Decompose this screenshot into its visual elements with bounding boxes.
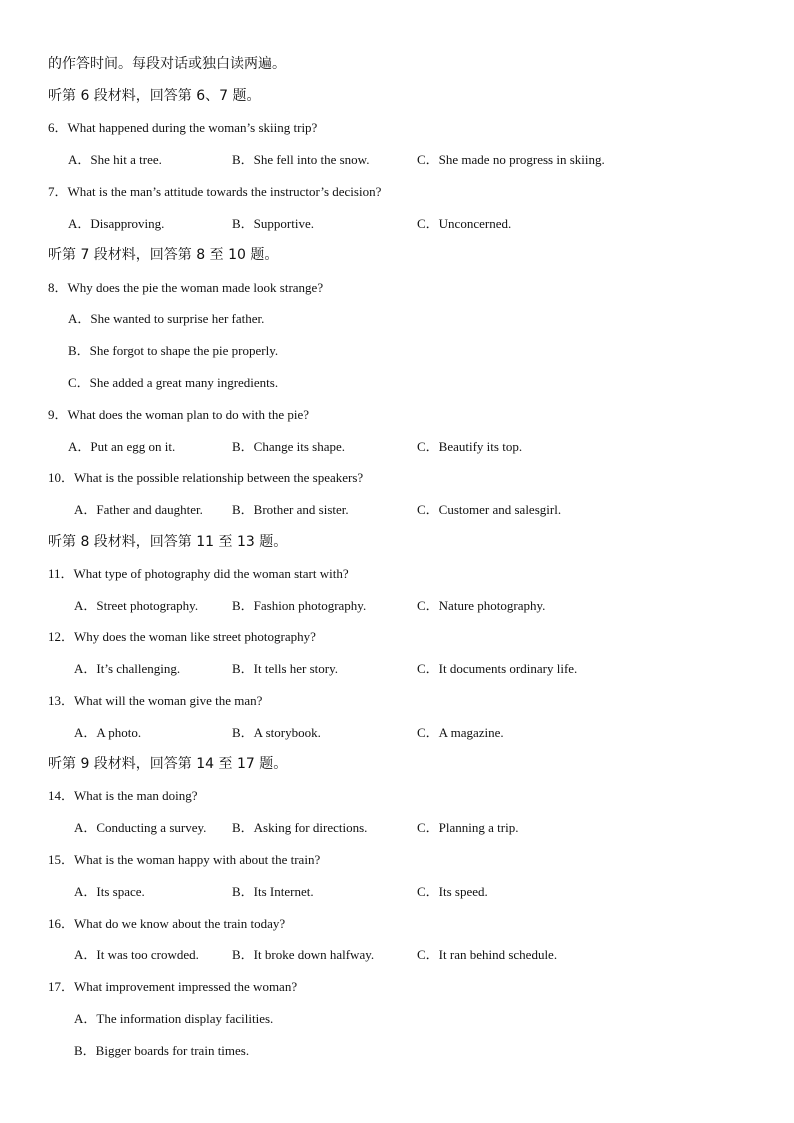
question-12: 12．Why does the woman like street photography? <box>48 629 316 644</box>
section-heading: 听第 7 段材料，回答第 8 至 10 题。 <box>48 247 279 263</box>
section-heading: 听第 8 段材料，回答第 11 至 13 题。 <box>48 534 288 550</box>
question-15-option-c: C．Its speed. <box>417 884 488 899</box>
question-6-option-c: C．She made no progress in skiing. <box>417 152 605 167</box>
question-7-option-b: B．Supportive. <box>232 216 314 231</box>
question-17-option-b: B．Bigger boards for train times. <box>74 1043 250 1058</box>
question-10-option-b: B．Brother and sister. <box>232 502 349 517</box>
question-14-option-b: B．Asking for directions. <box>232 820 368 835</box>
question-14-option-a: A．Conducting a survey. <box>74 820 207 835</box>
question-15-option-b: B．Its Internet. <box>232 884 314 899</box>
question-13-option-c: C．A magazine. <box>417 725 504 740</box>
question-15: 15．What is the woman happy with about the train? <box>48 852 321 867</box>
question-17: 17．What improvement impressed the woman? <box>48 979 298 994</box>
question-7: 7．What is the man’s attitude towards the instructor’s decision? <box>48 184 382 199</box>
question-12-option-b: B．It tells her story. <box>232 661 339 676</box>
question-8: 8．Why does the pie the woman made look strange? <box>48 280 324 295</box>
question-10-option-a: A．Father and daughter. <box>74 502 203 517</box>
question-11: 11．What type of photography did the woman start with? <box>48 566 349 581</box>
question-13: 13．What will the woman give the man? <box>48 693 263 708</box>
question-9: 9．What does the woman plan to do with the pie? <box>48 407 310 422</box>
question-15-option-a: A．Its space. <box>74 884 145 899</box>
section-heading: 听第 9 段材料，回答第 14 至 17 题。 <box>48 756 288 772</box>
instruction-text: 的作答时间。每段对话或独白读两遍。 <box>48 56 286 72</box>
question-11-option-b: B．Fashion photography. <box>232 598 367 613</box>
question-11-option-a: A．Street photography. <box>74 598 199 613</box>
question-9-option-a: A．Put an egg on it. <box>68 439 176 454</box>
question-8-option-c: C．She added a great many ingredients. <box>68 375 279 390</box>
question-8-option-b: B．She forgot to shape the pie properly. <box>68 343 279 358</box>
question-16-option-a: A．It was too crowded. <box>74 947 199 962</box>
question-6-option-a: A．She hit a tree. <box>68 152 162 167</box>
question-9-option-b: B．Change its shape. <box>232 439 346 454</box>
question-12-option-c: C．It documents ordinary life. <box>417 661 578 676</box>
question-10: 10．What is the possible relationship between the speakers? <box>48 470 364 485</box>
question-13-option-b: B．A storybook. <box>232 725 321 740</box>
question-12-option-a: A．It’s challenging. <box>74 661 181 676</box>
question-6: 6．What happened during the woman’s skiing trip? <box>48 120 318 135</box>
question-8-option-a: A．She wanted to surprise her father. <box>68 311 265 326</box>
question-7-option-a: A．Disapproving. <box>68 216 165 231</box>
question-14: 14．What is the man doing? <box>48 788 198 803</box>
question-16-option-b: B．It broke down halfway. <box>232 947 375 962</box>
question-17-option-a: A．The information display facilities. <box>74 1011 274 1026</box>
question-16-option-c: C．It ran behind schedule. <box>417 947 558 962</box>
question-13-option-a: A．A photo. <box>74 725 142 740</box>
question-7-option-c: C．Unconcerned. <box>417 216 512 231</box>
question-14-option-c: C．Planning a trip. <box>417 820 519 835</box>
question-9-option-c: C．Beautify its top. <box>417 439 523 454</box>
question-10-option-c: C．Customer and salesgirl. <box>417 502 562 517</box>
section-heading: 听第 6 段材料，回答第 6、7 题。 <box>48 88 261 104</box>
question-11-option-c: C．Nature photography. <box>417 598 546 613</box>
question-6-option-b: B．She fell into the snow. <box>232 152 370 167</box>
question-16: 16．What do we know about the train today? <box>48 916 286 931</box>
